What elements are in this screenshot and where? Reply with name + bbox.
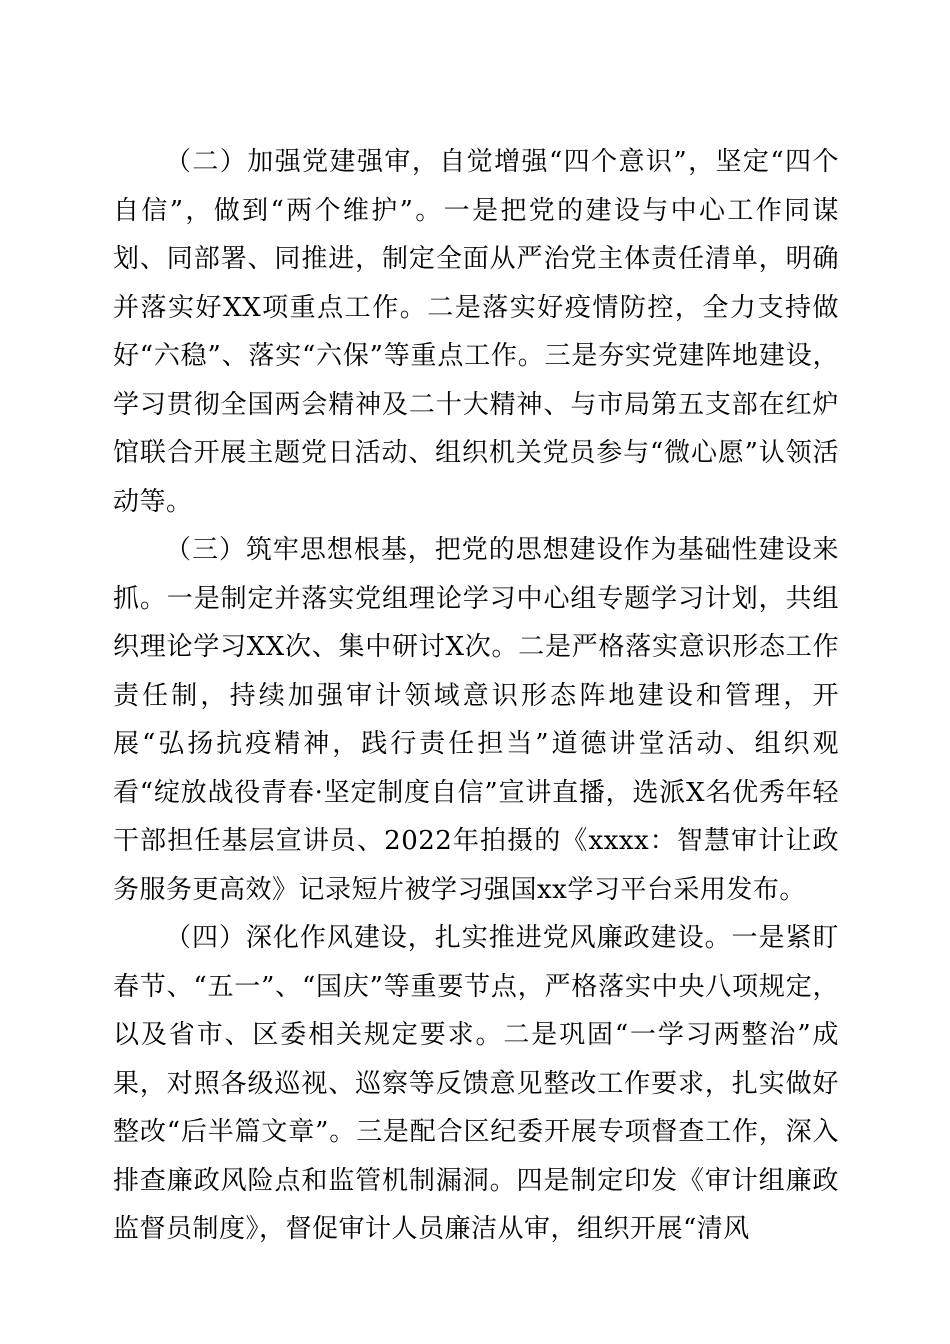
paragraph-party-building: （二）加强党建强审，自觉增强“四个意识”，坚定“四个自信”，做到“两个维护”。一是把党的建设与中心工作同谋划、同部署、同推进，制定全面从严治党主体责任清单，明确并落实好XX项重点工作。二是落实好疫情防控，全力支持做好“六稳”、落实“六保”等重点工作。三是夯实党建阵地建设，学习贯彻全国两会精神及二十大精神、与市局第五支部在红炉馆联合开展主题党日活动、组织机关党员参与“微心愿”认领活动等。 — [113, 147, 839, 517]
document-body — [113, 138, 839, 1254]
paragraph-work-style: （四）深化作风建设，扎实推进党风廉政建设。一是紧盯春节、“五一”、“国庆”等重要节点，严格落实中央八项规定，以及省市、区委相关规定要求。二是巩固“一学习两整治”成果，对照各级巡视、巡察等反馈意见整改工作要求，扎实做好整改“后半篇文章”。三是配合区纪委开展专项督查工作，深入排查廉政风险点和监管机制漏洞。四是制定印发《审计组廉政监督员制度》，督促审计人员廉洁从审，组织开展“清风 — [113, 923, 839, 1244]
paragraph-ideology-foundation: （三）筑牢思想根基，把党的思想建设作为基础性建设来抓。一是制定并落实党组理论学习中心组专题学习计划，共组织理论学习XX次、集中研讨X次。二是严格落实意识形态工作责任制，持续加强审计领域意识形态阵地建设和管理，开展“弘扬抗疫精神，践行责任担当”道德讲堂活动、组织观看“绽放战役青春·坚定制度自信”宣讲直播，选派X名优秀年轻干部担任基层宣讲员、2022年拍摄的《xxxx：智慧审计让政务服务更高效》记录短片被学习强国xx学习平台采用发布。 — [113, 535, 839, 905]
